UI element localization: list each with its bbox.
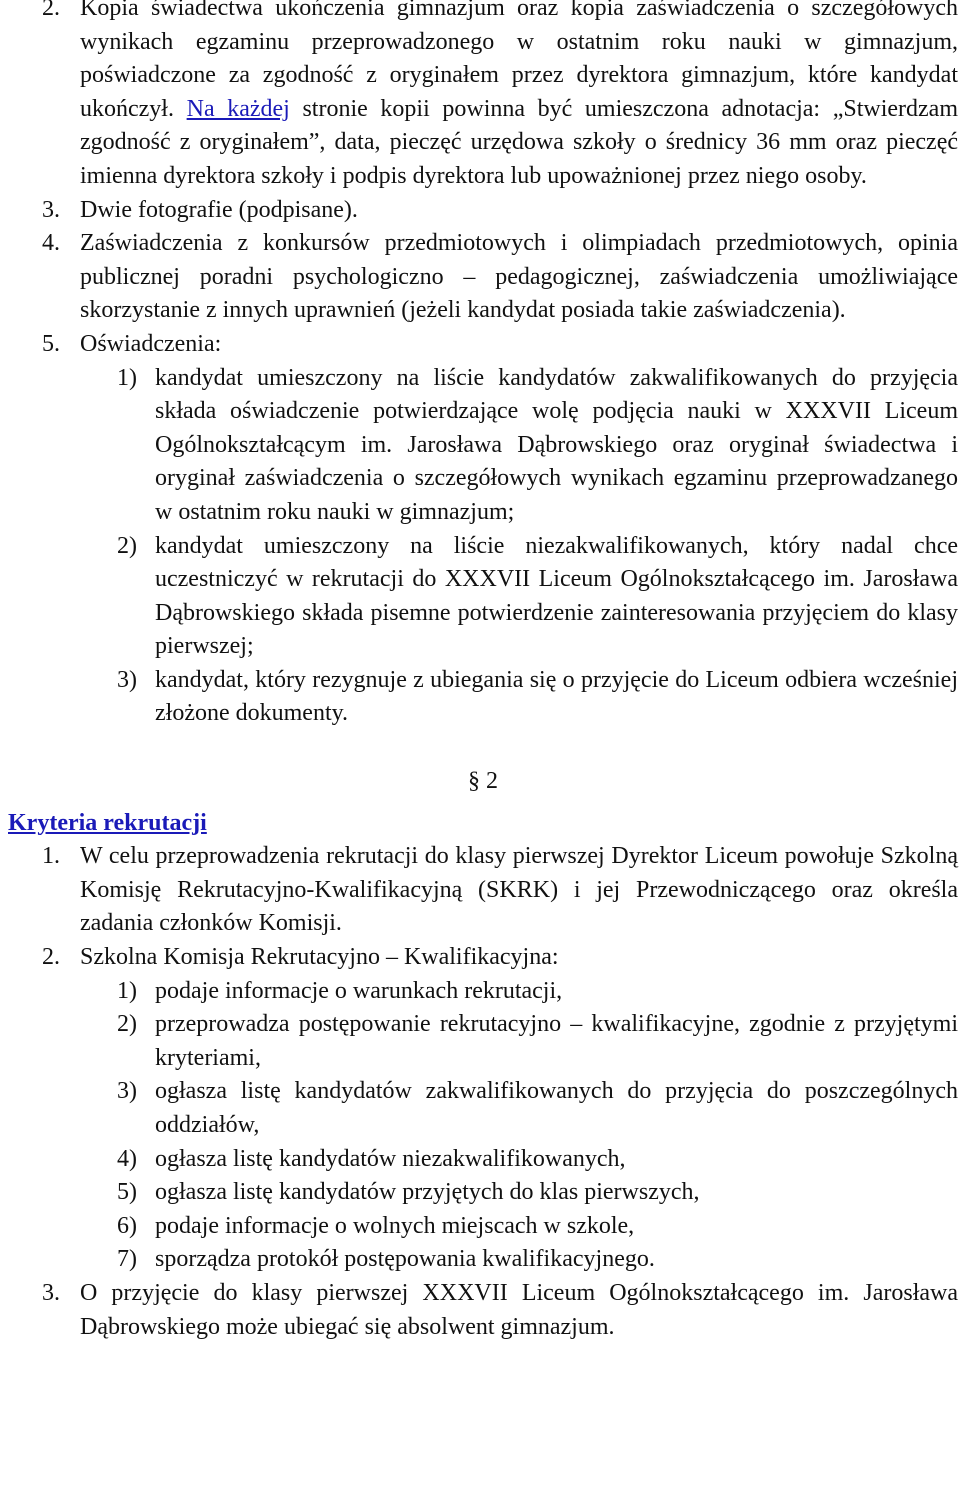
sub-item-number: 2) <box>117 1011 137 1038</box>
sub-item-text: sporządza protokół postępowania kwalifikacyjnego. <box>155 1246 655 1273</box>
sub-item-number: 2) <box>117 532 137 559</box>
section-heading: Kryteria rekrutacji <box>8 809 207 836</box>
item-text: W celu przeprowadzenia rekrutacji do klasy pierwszej Dyrektor Liceum powołuje Szkolną Komisję Rekrutacyjno-Kwalifikacyjną (SKRK) i jej Przewodniczącego oraz określa zadania członków Komisji. <box>80 843 958 937</box>
sub-item-text: podaje informacje o warunkach rekrutacji, <box>155 977 563 1004</box>
sub-item-number: 4) <box>117 1145 137 1172</box>
sub-item-number: 6) <box>117 1212 137 1239</box>
list-item <box>0 227 958 328</box>
sub-list-item <box>0 975 958 1009</box>
sub-item-text: kandydat umieszczony na liście kandydatów zakwalifikowanych do przyjęcia składa oświadczenie potwierdzające wolę podjęcia nauki w XXXVII Liceum Ogólnokształcącym im. Jarosława Dąbrowskiego oraz oryginał świadectwa i oryginał zaświadczenia o szczegółowych wynikach egzaminu przeprowadzanego w ostatnim roku nauki w gimnazjum; <box>155 364 958 525</box>
sub-list-item <box>0 664 958 731</box>
sub-item-number: 5) <box>117 1179 137 1206</box>
list-item <box>0 328 958 362</box>
item-number: 3. <box>42 1279 60 1306</box>
sub-list-item <box>0 1143 958 1177</box>
sub-item-number: 1) <box>117 364 137 391</box>
item-number: 3. <box>42 196 60 223</box>
list-item <box>0 0 958 194</box>
sub-item-number: 1) <box>117 977 137 1004</box>
sub-item-text: kandydat umieszczony na liście niezakwalifikowanych, który nadal chce uczestniczyć w rekrutacji do XXXVII Liceum Ogólnokształcącego im. Jarosława Dąbrowskiego składa pisemne potwierdzenie zainteresowania przyjęciem do klasy pierwszej; <box>155 532 958 660</box>
sub-list-item <box>0 1243 958 1277</box>
sub-item-text: ogłasza listę kandydatów zakwalifikowanych do przyjęcia do poszczególnych oddziałów, <box>155 1078 958 1138</box>
item-text: Szkolna Komisja Rekrutacyjno – Kwalifikacyjna: <box>80 944 559 971</box>
sub-list-item <box>0 530 958 664</box>
sub-item-number: 3) <box>117 1078 137 1105</box>
sub-list-item <box>0 1176 958 1210</box>
item-number: 2. <box>42 0 60 21</box>
sub-list-item <box>0 362 958 530</box>
item-text: stronie kopii powinna być umieszczona adnotacja: „Stwierdzam zgodność z oryginałem”, data, pieczęć urzędowa szkoły o średnicy 36 mm oraz pieczęć imienna dyrektora szkoły i podpis dyrektora lub upoważnionej przez niego osoby. <box>80 95 959 189</box>
underlined-text: Na każdej <box>186 95 290 122</box>
item-number: 4. <box>42 230 60 257</box>
item-number: 5. <box>42 330 60 357</box>
sub-list-item <box>0 1075 958 1142</box>
sub-list-item <box>0 1008 958 1075</box>
sub-item-text: przeprowadza postępowanie rekrutacyjno – kwalifikacyjne, zgodnie z przyjętymi kryteriami, <box>155 1011 958 1071</box>
item-text: Kopia świadectwa ukończenia gimnazjum oraz kopia zaświadczenia o szczegółowych wynikach egzaminu przeprowadzonego w ostatnim roku nauki w gimnazjum, poświadczone za zgodność z oryginałem przez dyrektora gimnazjum, które kandydat ukończył. <box>80 0 958 122</box>
item-number: 1. <box>42 843 60 870</box>
item-text: Oświadczenia: <box>80 330 222 357</box>
sub-item-number: 3) <box>117 666 137 693</box>
list-item <box>0 941 958 975</box>
sub-item-text: podaje informacje o wolnych miejscach w szkole, <box>155 1212 635 1239</box>
sub-item-text: ogłasza listę kandydatów przyjętych do klas pierwszych, <box>155 1179 700 1206</box>
item-number: 2. <box>42 944 60 971</box>
sub-item-text: kandydat, który rezygnuje z ubiegania się o przyjęcie do Liceum odbiera wcześniej złożone dokumenty. <box>155 666 958 727</box>
item-text: Zaświadczenia z konkursów przedmiotowych i olimpiadach przedmiotowych, opinia publicznej poradni psychologiczno – pedagogicznej, zaświadczenia umożliwiające skorzystanie z innych uprawnień (jeżeli kandydat posiada takie zaświadczenia). <box>80 230 958 324</box>
item-text: Dwie fotografie (podpisane). <box>80 196 358 223</box>
sub-item-text: ogłasza listę kandydatów niezakwalifikowanych, <box>155 1145 626 1172</box>
section-mark: § 2 <box>468 768 498 795</box>
list-item <box>0 840 958 941</box>
list-item <box>0 1277 958 1344</box>
list-item <box>0 194 958 228</box>
sub-item-number: 7) <box>117 1246 137 1273</box>
item-text: O przyjęcie do klasy pierwszej XXXVII Liceum Ogólnokształcącego im. Jarosława Dąbrowskiego może ubiegać się absolwent gimnazjum. <box>80 1279 958 1340</box>
sub-list-item <box>0 1210 958 1244</box>
